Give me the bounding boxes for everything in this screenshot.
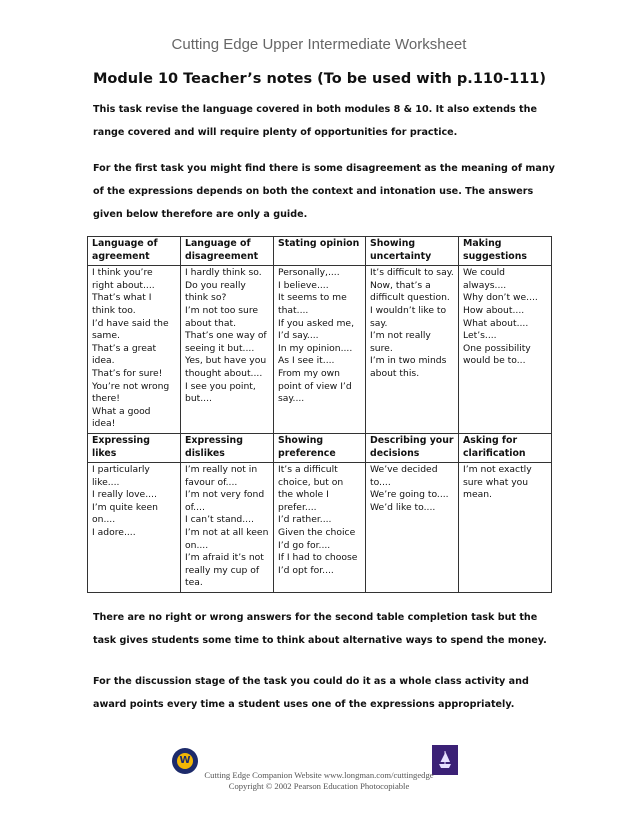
cell-text: I wouldn’t like to say. — [370, 304, 447, 329]
closing-paragraph-1: There are no right or wrong answers for the second table completion task but the task gives students some time to think about alternative ways to spend the money. — [93, 612, 547, 646]
table-cell — [88, 266, 181, 434]
cell-text: If I had to choose I’d opt for.... — [278, 552, 358, 576]
table-header-cell — [459, 237, 552, 266]
cell-text: I’m in two minds about this. — [370, 355, 447, 379]
cell-text: I’m not exactly sure what you mean. — [463, 464, 532, 501]
cell-text: I’m not very fond of.... — [185, 489, 265, 513]
cell-text: I adore.... — [92, 527, 136, 539]
cell-text: That’s for sure! — [92, 367, 163, 379]
table-cell — [88, 463, 181, 593]
logo-letter: W — [177, 753, 193, 769]
cell-text: I particularly like.... — [92, 464, 150, 488]
table-header-cell — [88, 433, 181, 462]
cell-text: I think you’re right about.... — [92, 267, 155, 291]
cell-text: Showing uncertainty — [370, 238, 432, 262]
cell-text: Making suggestions — [463, 238, 528, 262]
cell-text: We’ve decided to.... — [370, 464, 438, 488]
worksheet-header: Cutting Edge Upper Intermediate Worksheet — [171, 36, 467, 53]
table-header-cell — [366, 237, 459, 266]
intro-paragraph-1: This task revise the language covered in both modules 8 & 10. It also extends the range covered and will require plenty of opportunities for practice. — [93, 104, 537, 138]
cell-text: One possibility would be to... — [463, 342, 531, 367]
table-cell — [274, 266, 366, 434]
cell-text: Yes, but have you thought about.... — [185, 355, 267, 379]
closing-paragraph-2: For the discussion stage of the task you could do it as a whole class activity and award points every time a student uses one of the expressions appropriately. — [93, 676, 529, 710]
module-title: Module 10 Teacher’s notes (To be used with p.110-111) — [93, 71, 546, 87]
page-footer — [0, 770, 638, 792]
cell-text: I’d rather.... — [278, 514, 332, 526]
table-cell — [181, 266, 274, 434]
cell-text: Language of disagreement — [185, 238, 259, 262]
table-cell — [181, 463, 274, 593]
cell-text: I’m afraid it’s not really my cup of tea. — [185, 552, 264, 589]
cell-text: Why don’t we.... — [463, 292, 538, 304]
cell-text: I really love.... — [92, 489, 157, 501]
cell-text: We’re going to.... — [370, 489, 449, 501]
cell-text: We could always.... — [463, 267, 507, 291]
table-cell — [459, 463, 552, 593]
cell-text: I believe.... — [278, 279, 329, 291]
table-header-row — [88, 237, 552, 266]
cell-text: I’m really not in favour of.... — [185, 464, 258, 488]
cell-text: I hardly think so. — [185, 267, 262, 279]
expressions-table — [87, 236, 552, 593]
cell-text: Let’s.... — [463, 330, 497, 342]
cell-text: Expressing dislikes — [185, 434, 243, 459]
intro-paragraph-2: For the first task you might find there is some disagreement as the meaning of many of the expressions depends on both the context and intonation use. The answers given below therefore are only a guide. — [93, 163, 555, 220]
footer-website: Cutting Edge Companion Website www.longman.com/cuttingedge — [204, 770, 434, 780]
cell-text: What a good idea! — [92, 405, 151, 430]
table-header-cell — [181, 433, 274, 462]
cell-text: I’m not really sure. — [370, 330, 431, 354]
ship-icon — [436, 748, 454, 772]
table-header-cell — [274, 237, 366, 266]
cell-text: Given the choice I’d go for.... — [278, 527, 356, 551]
cell-text: That’s a great idea. — [92, 342, 157, 367]
cell-text: That’s one way of seeing it but.... — [185, 330, 267, 354]
table-cell — [366, 266, 459, 434]
cell-text: Personally,.... — [278, 267, 340, 279]
cell-text: In my opinion.... — [278, 342, 353, 354]
cell-text: What about.... — [463, 317, 529, 329]
cell-text: I’d have said the same. — [92, 317, 169, 342]
table-row — [88, 463, 552, 593]
table-header-cell — [366, 433, 459, 462]
cell-text: I see you point, but.... — [185, 380, 256, 405]
cell-text: I’m not at all keen on.... — [185, 527, 269, 551]
cell-text: From my own point of view I’d say.... — [278, 367, 352, 405]
cell-text: You’re not wrong there! — [92, 380, 170, 405]
cell-text: Asking for clarification — [463, 434, 526, 459]
cell-text: It seems to me that.... — [278, 292, 347, 316]
table-header-cell — [459, 433, 552, 462]
cell-text: How about.... — [463, 304, 525, 316]
cell-text: I’m not too sure about that. — [185, 304, 259, 329]
cell-text: If you asked me, I’d say.... — [278, 317, 355, 342]
cell-text: It’s a difficult choice, but on the whole I prefer.... — [278, 464, 344, 513]
table-header-cell — [88, 237, 181, 266]
cell-text: As I see it.... — [278, 355, 335, 367]
cell-text: It’s difficult to say. — [370, 267, 454, 279]
cell-text: Stating opinion — [278, 238, 360, 249]
cell-text: We’d like to.... — [370, 501, 436, 513]
footer-copyright: Copyright © 2002 Pearson Education Photocopiable — [228, 781, 410, 791]
cell-text: I can’t stand.... — [185, 514, 254, 526]
cell-text: Now, that’s a difficult question. — [370, 279, 450, 304]
cell-text: Showing preference — [278, 434, 336, 459]
cell-text: I’m quite keen on.... — [92, 501, 159, 526]
table-header-row — [88, 433, 552, 462]
cell-text: Language of agreement — [92, 238, 158, 262]
table-header-cell — [181, 237, 274, 266]
table-cell — [459, 266, 552, 434]
table-row — [88, 266, 552, 434]
cell-text: Describing your decisions — [370, 434, 454, 459]
table-cell — [366, 463, 459, 593]
cell-text: Do you really think so? — [185, 279, 246, 304]
table-cell — [274, 463, 366, 593]
table-header-cell — [274, 433, 366, 462]
cell-text: Expressing likes — [92, 434, 150, 459]
cell-text: That’s what I think too. — [92, 292, 152, 316]
